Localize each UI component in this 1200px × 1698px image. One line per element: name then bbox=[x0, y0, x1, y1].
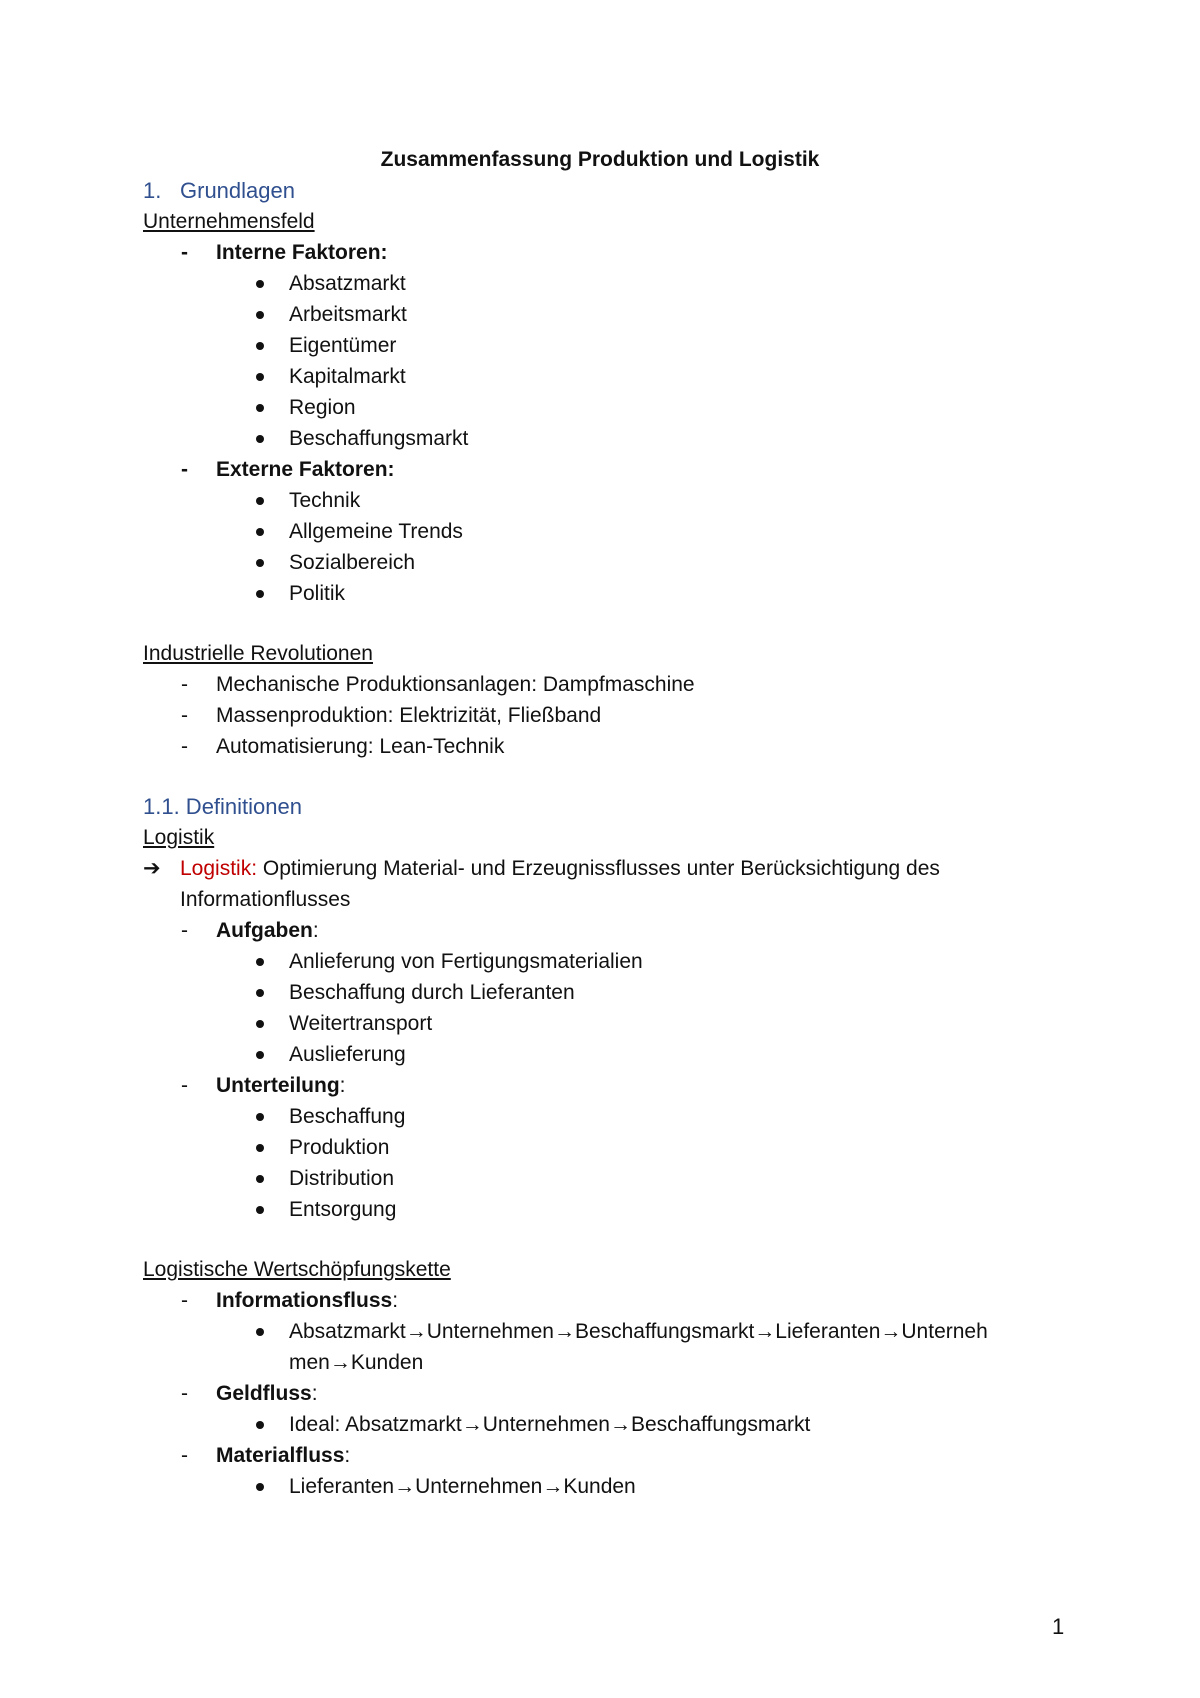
bullet-item bbox=[143, 1316, 1063, 1378]
bullet-item: Allgemeine Trends bbox=[143, 516, 1063, 547]
dash-colon: : bbox=[312, 919, 319, 942]
bullet-item: Technik bbox=[143, 485, 1063, 516]
bullet-item: Politik bbox=[143, 578, 1063, 609]
dash-colon: : bbox=[344, 1444, 351, 1467]
bullet-item: Absatzmarkt bbox=[143, 268, 1063, 299]
definition-text: Optimierung Material- und Erzeugnissflusses unter Berücksichtigung des bbox=[257, 857, 940, 880]
dash-label: Unterteilung bbox=[216, 1074, 340, 1097]
bullet-item: Anlieferung von Fertigungsmaterialien bbox=[143, 946, 1063, 977]
definition-term: Logistik: bbox=[180, 857, 258, 880]
definition-logistik bbox=[143, 853, 1063, 915]
bullet-item: Region bbox=[143, 392, 1063, 423]
dash-item: - Mechanische Produktionsanlagen: Dampfmaschine bbox=[143, 669, 1063, 700]
dash-colon: : bbox=[311, 1382, 318, 1405]
bullet-item: Eigentümer bbox=[143, 330, 1063, 361]
bullet-item: Lieferanten→Unternehmen→Kunden bbox=[143, 1471, 1063, 1502]
bullet-item: Beschaffungsmarkt bbox=[143, 423, 1063, 454]
dash-item-unterteilung bbox=[143, 1070, 1063, 1101]
page-content bbox=[143, 144, 1063, 1502]
bullet-item: Beschaffung bbox=[143, 1101, 1063, 1132]
dash-item-externe: - Externe Faktoren: bbox=[143, 454, 1063, 485]
bullet-item: Ideal: Absatzmarkt→Unternehmen→Beschaffungsmarkt bbox=[143, 1409, 1063, 1440]
bullet-item: Distribution bbox=[143, 1163, 1063, 1194]
bullet-item: Produktion bbox=[143, 1132, 1063, 1163]
section-title-logistik: Logistik bbox=[143, 826, 215, 849]
dash-item-informationsfluss bbox=[143, 1285, 1063, 1316]
section-title-unternehmensfeld: Unternehmensfeld bbox=[143, 210, 315, 233]
dash-label: Informationsfluss bbox=[216, 1289, 393, 1312]
bullet-item: Arbeitsmarkt bbox=[143, 299, 1063, 330]
dash-item-materialfluss bbox=[143, 1440, 1063, 1471]
bullet-item: Kapitalmarkt bbox=[143, 361, 1063, 392]
dash-item: - Massenproduktion: Elektrizität, Fließband bbox=[143, 700, 1063, 731]
dash-label: Geldfluss bbox=[216, 1382, 312, 1405]
bullet-item: Entsorgung bbox=[143, 1194, 1063, 1225]
dash-label: Aufgaben bbox=[216, 919, 313, 942]
heading-grundlagen bbox=[143, 175, 1063, 206]
bullet-item: Auslieferung bbox=[143, 1039, 1063, 1070]
bullet-text: Absatzmarkt→Unternehmen→Beschaffungsmarkt→Lieferanten→Unterneh bbox=[289, 1320, 988, 1343]
section-title-revolutionen: Industrielle Revolutionen bbox=[143, 642, 373, 665]
section-title-kette: Logistische Wertschöpfungskette bbox=[143, 1258, 451, 1281]
dash-colon: : bbox=[339, 1074, 346, 1097]
page-number: 1 bbox=[1052, 1614, 1065, 1639]
dash-item-aufgaben bbox=[143, 915, 1063, 946]
heading-text: Grundlagen bbox=[180, 178, 295, 203]
definition-text-cont: Informationflusses bbox=[180, 888, 351, 911]
bullet-item: Beschaffung durch Lieferanten bbox=[143, 977, 1063, 1008]
bullet-text-cont: men→Kunden bbox=[289, 1351, 424, 1374]
dash-item-geldfluss bbox=[143, 1378, 1063, 1409]
spacer bbox=[143, 609, 1063, 638]
dash-item: - Automatisierung: Lean-Technik bbox=[143, 731, 1063, 762]
dash-colon: : bbox=[392, 1289, 399, 1312]
bullet-item: Sozialbereich bbox=[143, 547, 1063, 578]
dash-label: Materialfluss bbox=[216, 1444, 345, 1467]
document-title: Zusammenfassung Produktion und Logistik bbox=[380, 148, 820, 171]
heading-number: 1. bbox=[143, 178, 162, 203]
heading-definitionen: 1.1. Definitionen bbox=[143, 794, 302, 819]
spacer bbox=[143, 762, 1063, 791]
dash-item-interne: - Interne Faktoren: bbox=[143, 237, 1063, 268]
arrow-right-icon: ➔ bbox=[143, 857, 161, 880]
bullet-item: Weitertransport bbox=[143, 1008, 1063, 1039]
spacer bbox=[143, 1225, 1063, 1254]
